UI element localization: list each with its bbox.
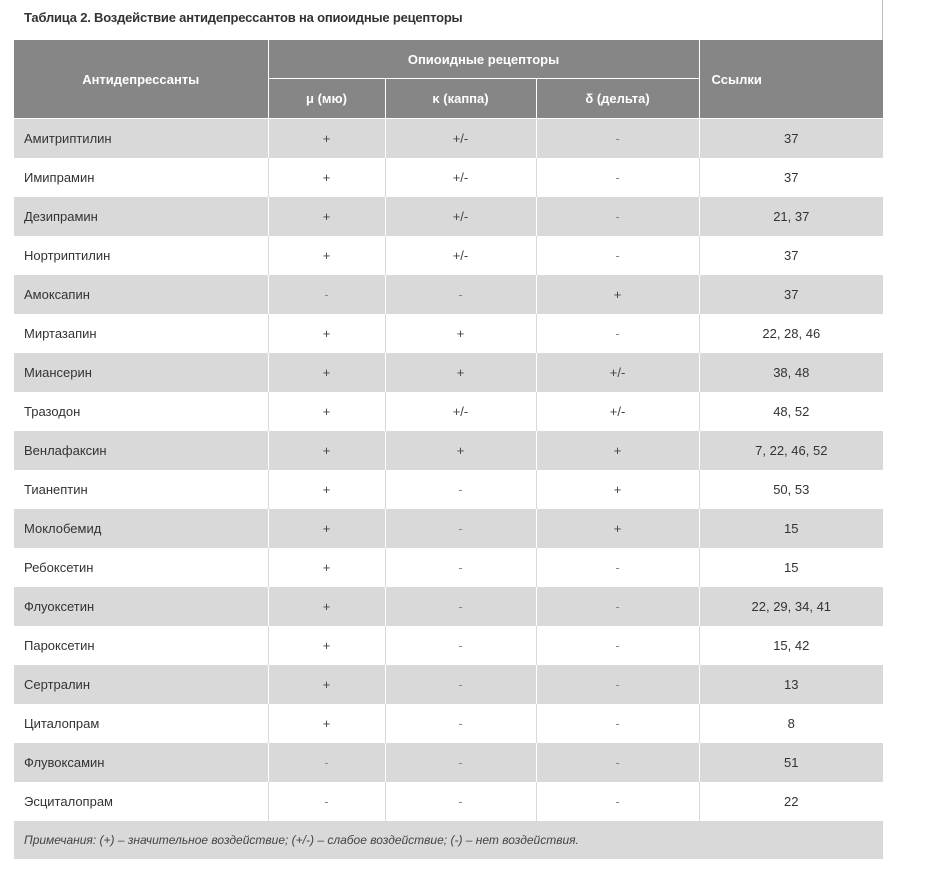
refs-cell: 22, 28, 46	[699, 314, 883, 353]
table-title: Таблица 2. Воздействие антидепрессантов на опиоидные рецепторы	[24, 10, 463, 25]
drug-name-cell: Ребоксетин	[14, 548, 268, 587]
drug-name-cell: Амоксапин	[14, 275, 268, 314]
drug-name-cell: Моклобемид	[14, 509, 268, 548]
mu-effect-cell: +	[268, 119, 385, 159]
kappa-effect-cell: -	[385, 626, 536, 665]
refs-cell: 8	[699, 704, 883, 743]
table-row	[14, 314, 883, 353]
delta-effect-cell: +/-	[536, 392, 699, 431]
kappa-effect-cell: +/-	[385, 119, 536, 159]
table-row	[14, 626, 883, 665]
header-antidepressants: Антидепрессанты	[14, 40, 268, 119]
mu-effect-cell: +	[268, 392, 385, 431]
drug-name-cell: Сертралин	[14, 665, 268, 704]
kappa-effect-cell: -	[385, 509, 536, 548]
refs-cell: 48, 52	[699, 392, 883, 431]
refs-cell: 21, 37	[699, 197, 883, 236]
table-row	[14, 392, 883, 431]
delta-effect-cell: -	[536, 704, 699, 743]
kappa-effect-cell: +	[385, 314, 536, 353]
refs-cell: 7, 22, 46, 52	[699, 431, 883, 470]
mu-effect-cell: +	[268, 314, 385, 353]
header-kappa: κ (каппа)	[385, 79, 536, 119]
table-row	[14, 743, 883, 782]
table-row	[14, 431, 883, 470]
delta-effect-cell: -	[536, 626, 699, 665]
table-container	[14, 40, 883, 859]
refs-cell: 22	[699, 782, 883, 821]
refs-cell: 13	[699, 665, 883, 704]
refs-cell: 37	[699, 236, 883, 275]
refs-cell: 15	[699, 548, 883, 587]
kappa-effect-cell: +/-	[385, 236, 536, 275]
table-row	[14, 158, 883, 197]
mu-effect-cell: +	[268, 548, 385, 587]
table-row	[14, 587, 883, 626]
mu-effect-cell: +	[268, 665, 385, 704]
table-body	[14, 119, 883, 822]
refs-cell: 51	[699, 743, 883, 782]
table-row	[14, 782, 883, 821]
delta-effect-cell: +	[536, 509, 699, 548]
refs-cell: 50, 53	[699, 470, 883, 509]
header-opioid-receptors: Опиоидные рецепторы	[268, 40, 699, 79]
drug-name-cell: Миртазапин	[14, 314, 268, 353]
refs-cell: 37	[699, 158, 883, 197]
delta-effect-cell: -	[536, 197, 699, 236]
receptor-table	[14, 40, 883, 821]
mu-effect-cell: -	[268, 743, 385, 782]
drug-name-cell: Имипрамин	[14, 158, 268, 197]
table-row	[14, 470, 883, 509]
delta-effect-cell: -	[536, 665, 699, 704]
mu-effect-cell: +	[268, 470, 385, 509]
mu-effect-cell: +	[268, 509, 385, 548]
mu-effect-cell: +	[268, 431, 385, 470]
table-row	[14, 119, 883, 159]
delta-effect-cell: -	[536, 743, 699, 782]
header-refs: Ссылки	[699, 40, 883, 119]
kappa-effect-cell: +/-	[385, 197, 536, 236]
delta-effect-cell: -	[536, 782, 699, 821]
table-row	[14, 275, 883, 314]
delta-effect-cell: -	[536, 548, 699, 587]
kappa-effect-cell: +	[385, 431, 536, 470]
table-header	[14, 40, 883, 119]
refs-cell: 38, 48	[699, 353, 883, 392]
delta-effect-cell: +	[536, 275, 699, 314]
delta-effect-cell: -	[536, 587, 699, 626]
mu-effect-cell: +	[268, 587, 385, 626]
delta-effect-cell: +/-	[536, 353, 699, 392]
table-row	[14, 197, 883, 236]
kappa-effect-cell: -	[385, 470, 536, 509]
refs-cell: 15, 42	[699, 626, 883, 665]
kappa-effect-cell: +/-	[385, 158, 536, 197]
kappa-effect-cell: -	[385, 782, 536, 821]
table-row	[14, 236, 883, 275]
kappa-effect-cell: -	[385, 275, 536, 314]
drug-name-cell: Пароксетин	[14, 626, 268, 665]
delta-effect-cell: -	[536, 158, 699, 197]
delta-effect-cell: -	[536, 236, 699, 275]
header-mu: μ (мю)	[268, 79, 385, 119]
drug-name-cell: Тианептин	[14, 470, 268, 509]
delta-effect-cell: -	[536, 119, 699, 159]
refs-cell: 37	[699, 275, 883, 314]
refs-cell: 15	[699, 509, 883, 548]
drug-name-cell: Венлафаксин	[14, 431, 268, 470]
delta-effect-cell: -	[536, 314, 699, 353]
drug-name-cell: Флувоксамин	[14, 743, 268, 782]
kappa-effect-cell: -	[385, 704, 536, 743]
table-row	[14, 353, 883, 392]
kappa-effect-cell: -	[385, 548, 536, 587]
refs-cell: 22, 29, 34, 41	[699, 587, 883, 626]
kappa-effect-cell: -	[385, 587, 536, 626]
kappa-effect-cell: +	[385, 353, 536, 392]
header-delta: δ (дельта)	[536, 79, 699, 119]
drug-name-cell: Миансерин	[14, 353, 268, 392]
drug-name-cell: Дезипрамин	[14, 197, 268, 236]
table-row	[14, 665, 883, 704]
mu-effect-cell: -	[268, 782, 385, 821]
mu-effect-cell: +	[268, 353, 385, 392]
drug-name-cell: Амитриптилин	[14, 119, 268, 159]
mu-effect-cell: -	[268, 275, 385, 314]
delta-effect-cell: +	[536, 431, 699, 470]
mu-effect-cell: +	[268, 626, 385, 665]
table-row	[14, 704, 883, 743]
kappa-effect-cell: +/-	[385, 392, 536, 431]
table-row	[14, 548, 883, 587]
delta-effect-cell: +	[536, 470, 699, 509]
kappa-effect-cell: -	[385, 743, 536, 782]
drug-name-cell: Нортриптилин	[14, 236, 268, 275]
drug-name-cell: Циталопрам	[14, 704, 268, 743]
drug-name-cell: Флуоксетин	[14, 587, 268, 626]
mu-effect-cell: +	[268, 197, 385, 236]
drug-name-cell: Эсциталопрам	[14, 782, 268, 821]
table-row	[14, 509, 883, 548]
page-edge-rule	[882, 0, 883, 40]
refs-cell: 37	[699, 119, 883, 159]
mu-effect-cell: +	[268, 704, 385, 743]
kappa-effect-cell: -	[385, 665, 536, 704]
mu-effect-cell: +	[268, 158, 385, 197]
drug-name-cell: Тразодон	[14, 392, 268, 431]
mu-effect-cell: +	[268, 236, 385, 275]
table-note: Примечания: (+) – значительное воздействие; (+/-) – слабое воздействие; (-) – нет воздействия.	[14, 821, 883, 859]
